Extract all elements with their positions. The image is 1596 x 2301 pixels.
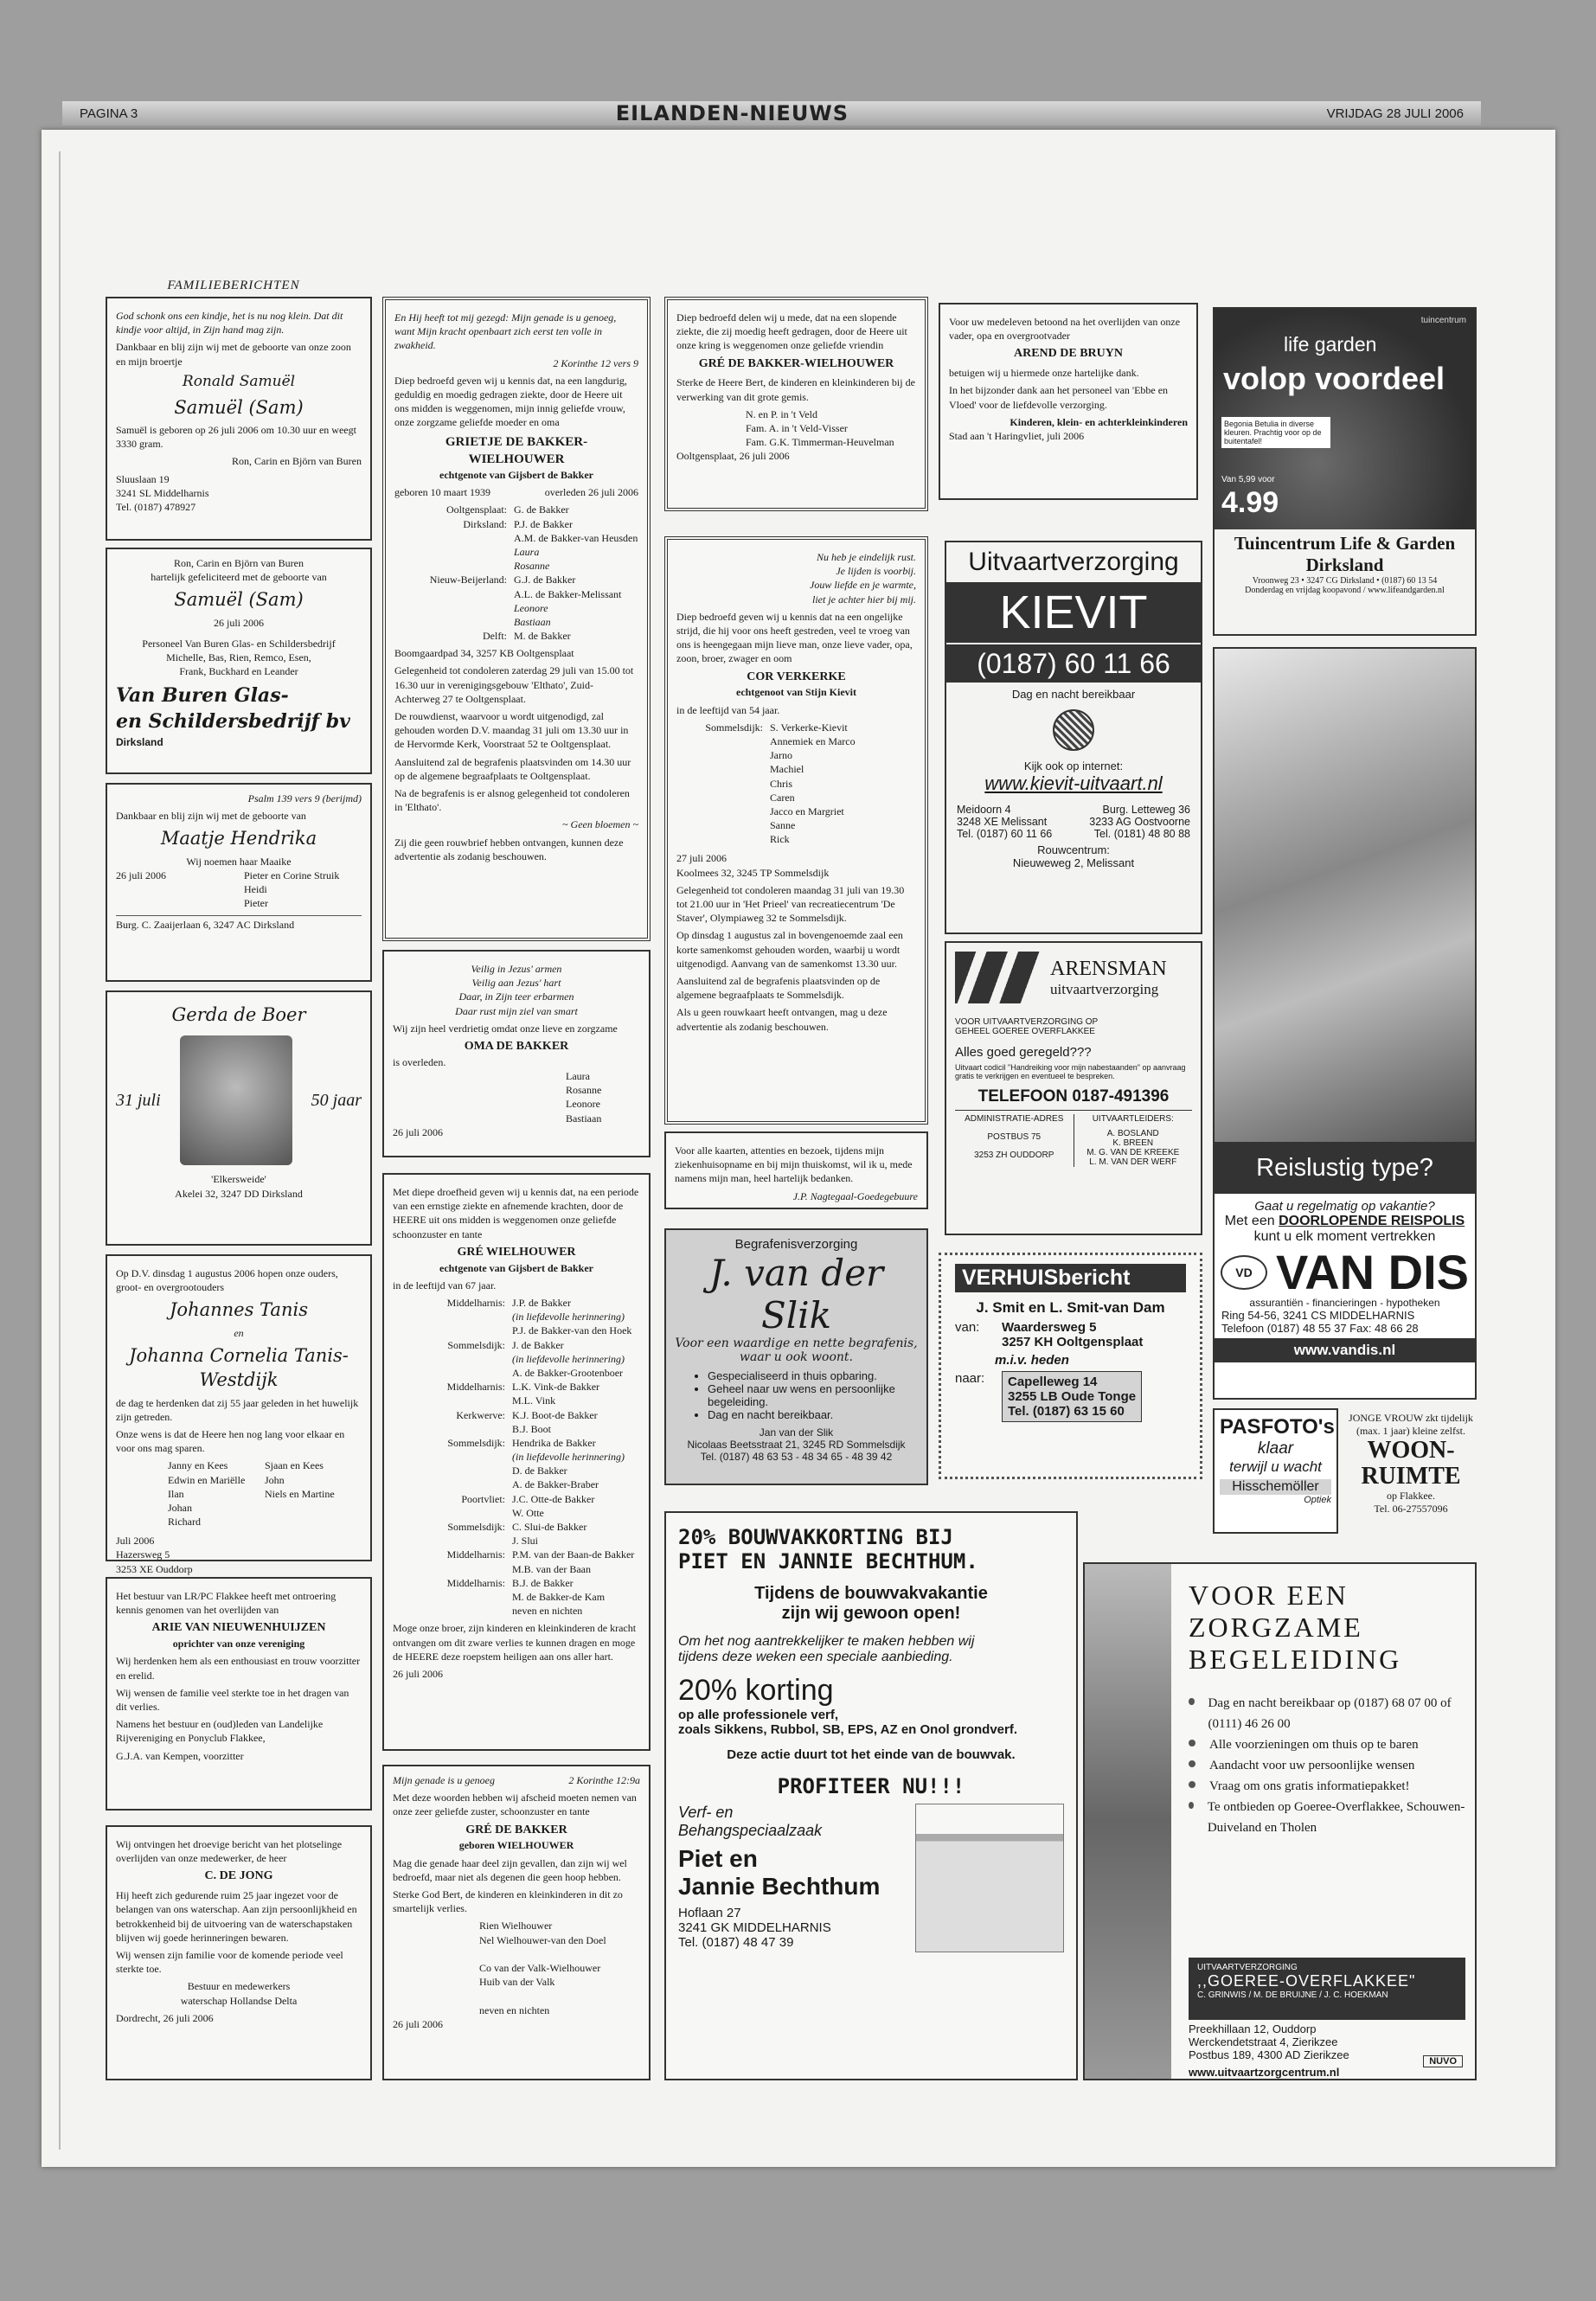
rouwcentrum: Rouwcentrum: Nieuweweg 2, Melissant (1012, 843, 1135, 869)
name: Gerda de Boer (171, 1004, 306, 1025)
contact-table: ADMINISTRATIE-ADRES POSTBUS 75 3253 ZH OUDDORP UITVAARTLEIDERS: A. BOSLAND K. BREEN M. G. VAN DE KREEKE L. M. VAN DER WERF (955, 1114, 1192, 1167)
date: 26 juli 2006 (213, 616, 264, 629)
from-label: van: (955, 1320, 980, 1335)
text-1: Wij herdenken hem als een enthousiast en trouw voorzitter en erelid. (116, 1655, 361, 1682)
address: Juli 2006 Hazersweg 5 3253 XE Ouddorp (116, 1535, 193, 1575)
opening-hours: Donderdag en vrijdag koopavond / www.lifeandgarden.nl (1245, 586, 1445, 595)
died: overleden 26 juli 2006 (544, 486, 638, 499)
addresses: Meidoorn 4 3248 XE Melissant Tel. (0187) 60 11 66 Burg. Letteweg 36 3233 AG Oostvoorne Tel. (0181) 48 80 88 (957, 804, 1190, 840)
family-list: S. Verkerke-Kievit Annemiek en Marco Jarno Machiel Chris Caren Jacco en Margriet Sanne Rick (770, 721, 856, 846)
price-label: Van 5,99 voor (1221, 475, 1275, 484)
page-number: PAGINA 3 (80, 106, 138, 121)
from-address: Waardersweg 5 3257 KH Ooltgensplaat (1002, 1320, 1144, 1349)
shop-type-2: Behangspeciaalzaak (678, 1822, 823, 1839)
company-name: J. van der Slik (708, 1252, 884, 1336)
place-date: Stad aan 't Haringvliet, juli 2006 (949, 430, 1085, 443)
side-photo (1085, 1564, 1171, 2079)
signature: G.J.A. van Kempen, voorzitter (116, 1749, 244, 1762)
question: Alles goed geregeld??? (955, 1045, 1092, 1060)
website-link[interactable]: www.uitvaartzorgcentrum.nl (1189, 2066, 1340, 2079)
headline-1: 20% BOUWVAKKORTING BIJ (678, 1525, 953, 1549)
age: in de leeftijd van 54 jaar. (676, 703, 780, 716)
text-1: Sterke de Heere Bert, de kinderen en kleinkinderen bij de verwerking van dit grote gemis. (676, 376, 915, 403)
place: Sommelsdijk: (705, 721, 763, 734)
text: Diep bedroefd geven wij u kennis dat, na een langdurig, geduldig en moedig gedragen ziekte, door de Heere uit ons midden is weggenomen, mijn innig geliefde vrouw, onze zorgzame geliefde moeder en oma (394, 374, 627, 429)
contact: Jan van der Slik Nicolaas Beetsstraat 21, 3245 RD Sommelsdijk Tel. (0187) 48 63 53 - 48 34 65 - 48 39 42 (687, 1426, 906, 1463)
services: • Gespecialiseerd in thuis opbaring. • Geheel naar uw wens en persoonlijke begeleiding. • Dag en nacht bereikbaar. (673, 1369, 920, 1421)
web-label: Kijk ook op internet: (1023, 760, 1124, 772)
age: in de leeftijd van 67 jaar. (393, 1279, 497, 1292)
ad-bechthum (664, 1511, 1078, 2080)
text: JONGE VROUW zkt tijdelijk (max. 1 jaar) kleine zelfst. (1349, 1412, 1473, 1437)
relatives: Ooltgensplaat: G. de Bakker Dirksland: P.J. de Bakker A.M. de Bakker-van Heusden Laura Rosanne Nieuw-Beijerland: G.J. de Bakker A.L. de Bakker-Melissant Leonore Bastiaan Delft: M. de Bakker (429, 503, 638, 643)
intro: Dankbaar en blij zijn wij met de geboorte van (116, 810, 306, 823)
title: Uitvaartverzorging (968, 548, 1179, 576)
signature: Bestuur en medewerkers waterschap Hollandse Delta (180, 1980, 298, 2007)
discount: 20% korting (678, 1674, 834, 1707)
text-2: In het bijzonder dank aan het personeel van 'Ebbe en Vloed' voor de liefdevolle verzorging. (949, 384, 1169, 411)
obituary-oma (382, 950, 651, 1157)
banner-owners: C. GRINWIS / M. DE BRUIJNE / J. C. HOEKMAN (1197, 1990, 1388, 2000)
name: GRIETJE DE BAKKER- WIELHOUWER (445, 434, 588, 466)
title: PASFOTO's (1220, 1415, 1335, 1439)
full-name: Ronald Samuël (182, 372, 296, 390)
offer-1: Om het nog aantrekkelijker te maken hebben wij (678, 1634, 975, 1649)
text-2: Wij wensen zijn familie voor de komende periode veel sterkte toe. (116, 1949, 343, 1976)
address: Akelei 32, 3247 DD Dirksland (175, 1187, 303, 1200)
verse-ref: 2 Korinthe 12:9a (568, 1774, 640, 1786)
address: Hoflaan 27 3241 GK MIDDELHARNIS Tel. (0187) 48 47 39 (678, 1906, 831, 1950)
optiek: Optiek (1304, 1495, 1331, 1505)
title-1: WOON- (1367, 1437, 1455, 1464)
text-1: betuigen wij u hiermede onze hartelijke dank. (949, 367, 1139, 380)
website-link[interactable]: www.vandis.nl (1215, 1338, 1475, 1362)
text: Met diepe droefheid geven wij u kennis dat, na een periode van een ernstige ziekte en afnemende krachten, door de HEERE uit ons midden is weggenomen onze geliefde schoonzuster en tante (393, 1186, 639, 1240)
gathering: Op dinsdag 1 augustus zal in bovengenoemde zaal een korte samenkomst gehouden worden, waarbij u wordt uitgenodigd. Aanvang van de samenkomst 13.30 uur. (676, 929, 903, 970)
text: Met deze woorden hebben wij afscheid moeten nemen van onze zeer geliefde zuster, schoonzuster en tante (393, 1791, 637, 1818)
date: 31 juli (116, 1090, 161, 1110)
text: Wij zijn heel verdrietig omdat onze lieve en zorgzame (393, 1022, 618, 1035)
wish: Moge onze broer, zijn kinderen en kleinkinderen de kracht ontvangen om dit zware verlies te kunnen dragen en moge de HEERE deze roepstem heiligen aan ons aller hart. (393, 1622, 637, 1663)
headline-3: BEGELEIDING (1189, 1644, 1402, 1675)
banner-name: ,,GOEREE-OVERFLAKKEE" (1197, 1972, 1416, 1990)
offer-2: tijdens deze weken een speciale aanbieding. (678, 1650, 953, 1664)
effective: m.i.v. heden (995, 1353, 1069, 1368)
spouse: echtgenoot van Stijn Kievit (736, 686, 856, 699)
intro: Op D.V. dinsdag 1 augustus 2006 hopen onze ouders, groot- en overgrootouders (116, 1267, 338, 1294)
open-line-2: zijn wij gewoon open! (781, 1604, 961, 1623)
intro: Dankbaar en blij zijn wij met de geboorte van onze zoon en mijn broertje (116, 341, 351, 368)
arensman-logo-icon (955, 952, 1042, 1003)
name: COR VERKERKE (747, 670, 846, 683)
baby-name: Maatje Hendrika (160, 828, 317, 849)
discount-2: zoals Sikkens, Rubbol, SB, EPS, AZ en Onol grondverf. (678, 1722, 1018, 1737)
birth-announcement-sam (106, 297, 372, 541)
policy-line: Met een DOORLOPENDE REISPOLIS (1224, 1214, 1465, 1228)
address: Sluuslaan 19 3241 SL Middelharnis Tel. (0187) 478927 (116, 472, 209, 513)
text: hartelijk gefeliciteerd met de geboorte van (151, 571, 327, 584)
text: de dag te herdenken dat zij 55 jaar geleden in het huwelijk zijn getreden. (116, 1396, 359, 1423)
staff-names-2: Frank, Buckhard en Leander (179, 665, 298, 678)
name: OMA DE BAKKER (464, 1039, 569, 1053)
text-3: Namens het bestuur en (oud)leden van Landelijke Rijvereniging en Ponyclub Flakkee, (116, 1718, 324, 1745)
wish: Onze wens is dat de Heere hen nog lang voor elkaar en voor ons mag sparen. (116, 1427, 345, 1455)
born: geboren 10 maart 1939 (394, 486, 490, 499)
no-flowers: ~ Geen bloemen ~ (562, 818, 638, 831)
owner-1: Piet en (678, 1845, 758, 1872)
address: Burg. C. Zaaijerlaan 6, 3247 AC Dirksland (116, 915, 362, 932)
intro: Wij ontvingen het droevige bericht van het plotselinge overlijden van onze medewerker, de heer (116, 1838, 343, 1865)
obituary-gre-friend (664, 297, 928, 511)
phone: TELEFOON 0187-491396 (955, 1087, 1192, 1111)
service-list: Dag en nacht bereikbaar op (0187) 68 07 00 of (0111) 46 26 00 Alle voorzieningen om thuis op te baren Aandacht voor uw persoonlijke wensen Vraag om ons gratis informatiepakket! Te ontbieden op Goeree-Overflakkee, Schouwen-Duiveland en Tholen (1189, 1693, 1475, 1838)
signature: J.P. Nagtegaal-Goedegebuure (792, 1189, 918, 1202)
burial: Aansluitend zal de begrafenis plaatsvinden om 14.30 uur op de algemene begraafplaats te Ooltgensplaat. (394, 755, 631, 782)
shop-type-1: Verf- en (678, 1804, 734, 1821)
codicil-note: Uitvaart codicil "Handreiking voor mijn nabestaanden" op aanvraag gratis te verkrijgen en eventueel te bespreken. (955, 1063, 1186, 1080)
address: Boomgaardpad 34, 3257 KB Ooltgensplaat (394, 647, 574, 660)
born-name: geboren WIELHOUWER (458, 1839, 574, 1852)
verse: En Hij heeft tot mij gezegd: Mijn genade is u genoeg, want Mijn kracht openbaart zich eerst ten volle in zwakheid. (394, 311, 617, 352)
slogan: Voor een waardige en nette begrafenis, waar u ook woont. (675, 1336, 918, 1364)
name: GRÉ DE BAKKER-WIELHOUWER (698, 356, 894, 370)
to-address: Capelleweg 14 3255 LB Oude Tonge Tel. (0187) 63 15 60 (1002, 1371, 1142, 1422)
addresses: Preekhillaan 12, Ouddorp Werckendetstraat 4, Zierikzee Postbus 189, 4300 AD Zierikzee (1189, 2022, 1349, 2061)
phone: (0187) 60 11 66 (946, 644, 1201, 683)
company-name: KIEVIT (946, 582, 1201, 643)
date: 26 juli 2006 (393, 1667, 444, 1680)
company-name: ARENSMAN (1050, 957, 1167, 980)
family-names: Janny en Kees Sjaan en Kees Edwin en Mariëlle John Ilan Niels en Martine Johan Richard (168, 1459, 335, 1529)
signatures: Rien Wielhouwer Nel Wielhouwer-van den Doel Co van der Valk-Wielhouwer Huib van der Valk neven en nichten (479, 1920, 606, 2016)
company-name: Tuincentrum Life & Garden Dirksland (1234, 533, 1456, 575)
parents: Pieter en Corine Struik Heidi Pieter (244, 868, 340, 910)
hiker-illustration (1215, 649, 1475, 1142)
title-2: RUIMTE (1361, 1463, 1461, 1490)
company: Hisschemöller (1220, 1479, 1331, 1495)
spouse: echtgenote van Gijsbert de Bakker (439, 1261, 593, 1274)
date: 26 juli 2006 (393, 2017, 444, 2030)
spouse: echtgenote van Gijsbert de Bakker (439, 469, 593, 481)
congrats-van-buren (106, 548, 372, 774)
birth-announcement-maatje (106, 783, 372, 982)
name: C. DE JONG (204, 1869, 273, 1883)
condolence-2: Na de begrafenis is er alsnog gelegenheid tot condoleren in 'Elthato'. (394, 786, 630, 814)
text: Diep bedroefd delen wij u mede, dat na een slopende ziekte, die zij moedig heeft gedragen, door de Heere uit onze kring is weggenomen onze geliefde vriendin (676, 311, 907, 352)
staff-names: Michelle, Bas, Rien, Remco, Esen, (166, 651, 311, 664)
section-title: FAMILIEBERICHTEN (167, 279, 300, 292)
vandis-logo: VD VAN DIS (1215, 1248, 1475, 1297)
ad-woonruimte (1345, 1408, 1477, 1534)
newspaper-logo: EILANDEN-NIEUWS (615, 101, 849, 125)
services: assurantiën - financieringen - hypotheken (1249, 1297, 1440, 1309)
names: J. Smit en L. Smit-van Dam (976, 1299, 1165, 1316)
verse-ref: 2 Korinthe 12 vers 9 (553, 356, 638, 369)
baby-name: Samuël (Sam) (174, 589, 304, 611)
shop-sketch (915, 1804, 1064, 1952)
place: Dirksland (116, 735, 163, 748)
and: en (234, 1326, 244, 1339)
title: Reislustig type? (1215, 1142, 1475, 1194)
address: Vroonweg 23 • 3247 CG Dirksland • (0187) 60 13 54 (1252, 576, 1438, 586)
brand: life garden (1284, 333, 1377, 356)
company-banner (1189, 1958, 1465, 2020)
ad-van-dis (1213, 647, 1477, 1400)
signature: Kinderen, klein- en achterkleinkinderen (1010, 415, 1188, 428)
availability: Dag en nacht bereikbaar (1011, 688, 1136, 701)
obituary-cor-verkerke (664, 536, 928, 1125)
ad-van-der-slik (664, 1228, 928, 1485)
obituary-gre-de-bakker (382, 1765, 651, 2080)
burial: Aansluitend zal de begrafenis plaatsvinden op de algemene begraafplaats te Sommelsdijk. (676, 974, 881, 1002)
open-line-1: Tijdens de bouwvakvakantie (754, 1584, 988, 1603)
question: Gaat u regelmatig op vakantie? (1254, 1199, 1435, 1214)
relatives: Middelharnis: J.P. de Bakker (in liefdevolle herinnering) P.J. de Bakker-van den Hoek Sommelsdijk: J. de Bakker (in liefdevolle herinnering) A. de Bakker-Grootenboer Middelharnis: L.K. Vink-de Bakker M.L. Vink Kerkwerve: K.J. Boot-de Bakker B.J. Boot Sommelsdijk: Hendrika de Bakker (in liefdevolle herinnering) D. de Bakker A. de Bakker-Braber Poortvliet: J.C. Otte-de Bakker W. Otte Sommelsdijk: C. Slui-de Bakker J. Slui Middelharnis: P.M. van der Baan-de Bakker M.B. van der Baan Middelharnis: B.J. de Bakker M. de Bakker-de Kam neven en nichten (446, 1297, 635, 1618)
call-name: Samuël (Sam) (174, 396, 304, 418)
duration: Deze actie duurt tot het einde van de bouwvak. (727, 1747, 1016, 1762)
to-label: naar: (955, 1371, 985, 1386)
location: op Flakkee. (1387, 1490, 1435, 1502)
name: GRÉ DE BAKKER (465, 1823, 567, 1836)
obituary-wielhouwer (382, 1173, 651, 1751)
place-date: Ooltgensplaat, 26 juli 2006 (676, 450, 790, 463)
headline-1: VOOR EEN (1189, 1580, 1349, 1611)
company-logo: Van Buren Glas- en Schildersbedrijf bv (116, 684, 350, 734)
text: Voor uw medeleven betoond na het overlijden van onze vader, opa en overgrootvader (949, 316, 1181, 343)
obituary-arie (106, 1577, 372, 1811)
text-1: Hij heeft zich gedurende ruim 25 jaar ingezet voor de belangen van ons waterschap. Aan zijn persoonlijkheid en betrokkenheid bij de uitvoering van de waterschapstaken blijven wij goede herinneringen bewaren. (116, 1889, 357, 1944)
psalm: Psalm 139 vers 9 (berijmd) (247, 792, 362, 804)
phone: Telefoon (0187) 48 55 37 Fax: 48 66 28 (1221, 1322, 1419, 1335)
signatures: N. en P. in 't Veld Fam. A. in 't Veld-Visser Fam. G.K. Timmerman-Heuvelman (746, 407, 894, 449)
name: ARIE VAN NIEUWENHUIJZEN (151, 1621, 326, 1635)
obituary-grietje (382, 297, 651, 941)
age: 50 jaar (311, 1090, 362, 1110)
name: GRÉ WIELHOUWER (457, 1245, 576, 1259)
staff: Personeel Van Buren Glas- en Schildersbedrijf (142, 637, 336, 650)
garden-photo (1215, 309, 1475, 529)
text: Voor alle kaarten, attenties en bezoek, tijdens mijn ziekenhuisopname en bij mijn thuiskomst, wil ik u, mede namens mijn man, heel hartelijk bedanken. (675, 1144, 913, 1185)
condolence: Gelegenheid tot condoleren maandag 31 juli van 19.30 tot 21.00 uur in 'Het Prieel' van recreatiecentrum 'De Staver', Olympiaweg 32 te Sommelsdijk. (676, 883, 905, 925)
text-1: Mag die genade haar deel zijn gevallen, dan zijn wij wel bedroefd, maar niet als degenen die geen hoop hebben. (393, 1856, 627, 1883)
address: 27 juli 2006 Koolmees 32, 3245 TP Sommelsdijk (676, 852, 830, 879)
ad-arensman (945, 941, 1202, 1235)
subtitle: uitvaartverzorging (1050, 980, 1159, 997)
role: oprichter van onze vereniging (172, 1638, 305, 1650)
service: De rouwdienst, waarvoor u wordt uitgenodigd, zal gehouden worden D.V. maandag 31 juli om 13.30 uur in de Hervormde Kerk, Voorstraat 52 te Ooltgensplaat. (394, 710, 629, 751)
notice: Zij die geen rouwbrief hebben ontvangen, kunnen deze advertentie als zodanig beschouwen. (394, 836, 624, 862)
address: Ring 54-56, 3241 CS MIDDELHARNIS (1221, 1309, 1415, 1322)
masthead (62, 101, 1481, 125)
quote: God schonk ons een kindje, het is nu nog klein. Dat dit kindje voor altijd, in Zijn hand mag zijn. (116, 310, 343, 336)
text-1: klaar (1257, 1439, 1294, 1458)
text: Diep bedroefd geven wij u kennis dat na een ongelijke strijd, die hij voor ons heeft gestreden, veel te vroeg van ons is heengegaan mijn lieve man, onze lieve vader, opa, zoon, broer, zwager en oom (676, 610, 913, 665)
grandchildren: Laura Rosanne Leonore Bastiaan (566, 1070, 602, 1125)
home-name: 'Elkersweide' (211, 1173, 266, 1186)
policy-line-2: kunt u elk moment vertrekken (1253, 1229, 1436, 1244)
date: 26 juli 2006 (116, 868, 167, 881)
portrait-photo (180, 1035, 292, 1165)
headline-2: ZORGZAME (1189, 1612, 1363, 1643)
ad-pasfoto (1213, 1408, 1338, 1534)
text-2: is overleden. (393, 1055, 446, 1068)
owner-2: Jannie Bechthum (678, 1873, 881, 1900)
call-to-action: PROFITEER NU!!! (777, 1774, 965, 1798)
place-date: Dordrecht, 26 juli 2006 (116, 2011, 214, 2024)
name: AREND DE BRUYN (1013, 347, 1123, 361)
date: 26 juli 2006 (393, 1125, 444, 1138)
issue-date: VRIJDAG 28 JULI 2006 (1326, 106, 1464, 121)
thanks-arend-de-bruyn (939, 303, 1198, 500)
call-name: Wij noemen haar Maaike (186, 855, 292, 868)
text-2: Wij wensen de familie veel sterkte toe in het dragen van dit verlies. (116, 1686, 349, 1714)
company-name: VAN DIS (1276, 1245, 1469, 1299)
obituary-de-jong (106, 1825, 372, 2080)
names: Ron, Carin en Björn van Buren (174, 557, 304, 569)
title: VERHUISbericht (955, 1264, 1186, 1292)
arensman-header (955, 952, 1192, 1003)
verse: Nu heb je eindelijk rust. Je lijden is voorbij. Jouw liefde en je warmte, liet je achter hier bij mij. (810, 551, 916, 606)
discount-1: op alle professionele verf, (678, 1708, 839, 1722)
notice: Als u geen rouwkaart heeft ontvangen, mag u deze advertentie als zodanig beschouwen. (676, 1006, 888, 1033)
banner-label: UITVAARTVERZORGING (1197, 1963, 1298, 1972)
text-2: Sterke God Bert, de kinderen en kleinkinderen in dit zo smartelijk verlies. (393, 1888, 623, 1915)
banner: volop voordeel (1223, 361, 1445, 396)
verse: Mijn genade is u genoeg (393, 1774, 495, 1786)
label: tuincentrum (1420, 316, 1466, 325)
text-2: terwijl u wacht (1229, 1458, 1322, 1475)
ad-zorgzame-begeleiding (1083, 1562, 1477, 2080)
ad-kievit (945, 541, 1202, 934)
price: 4.99 (1221, 486, 1279, 519)
condolence: Gelegenheid tot condoleren zaterdag 29 juli van 15.00 tot 16.30 uur in verenigingsgebouw 'Elthato', Zuid-Achterweg 27 te Ooltgensplaat. (394, 664, 634, 705)
ad-life-garden (1213, 307, 1477, 636)
plant-description: Begonia Betulia in diverse kleuren. Prachtig voor op de buitentafel! (1221, 417, 1330, 448)
headline-2: PIET EN JANNIE BECHTHUM. (678, 1549, 978, 1574)
anniversary-tanis (106, 1254, 372, 1575)
title: Begrafenisverzorging (734, 1237, 858, 1252)
website-link[interactable]: www.kievit-uitvaart.nl (984, 772, 1163, 794)
name-2: Johanna Cornelia Tanis-Westdijk (129, 1344, 349, 1391)
thanks-nagtegaal (664, 1131, 928, 1209)
intro: Het bestuur van LR/PC Flakkee heeft met ontroering kennis genomen van het overlijden van (116, 1590, 337, 1617)
emblem-icon (1053, 709, 1094, 751)
ad-verhuisbericht (939, 1253, 1202, 1479)
verse: Veilig in Jezus' armen Veilig aan Jezus' hart Daar, in Zijn teer erbarmen Daar rust mijn ziel van smart (455, 963, 578, 1017)
nuvo-logo: NUVO (1423, 2055, 1463, 2067)
parents: Ron, Carin en Björn van Buren (232, 455, 362, 468)
birth-details: Samuël is geboren op 26 juli 2006 om 10.30 uur en weegt 3330 gram. (116, 424, 356, 451)
phone: Tel. 06-27557096 (1374, 1503, 1448, 1515)
birthday-gerda (106, 990, 372, 1246)
name-1: Johannes Tanis (170, 1299, 308, 1321)
tagline: VOOR UITVAARTVERZORGING OP GEHEEL GOEREE OVERFLAKKEE (955, 1017, 1099, 1036)
